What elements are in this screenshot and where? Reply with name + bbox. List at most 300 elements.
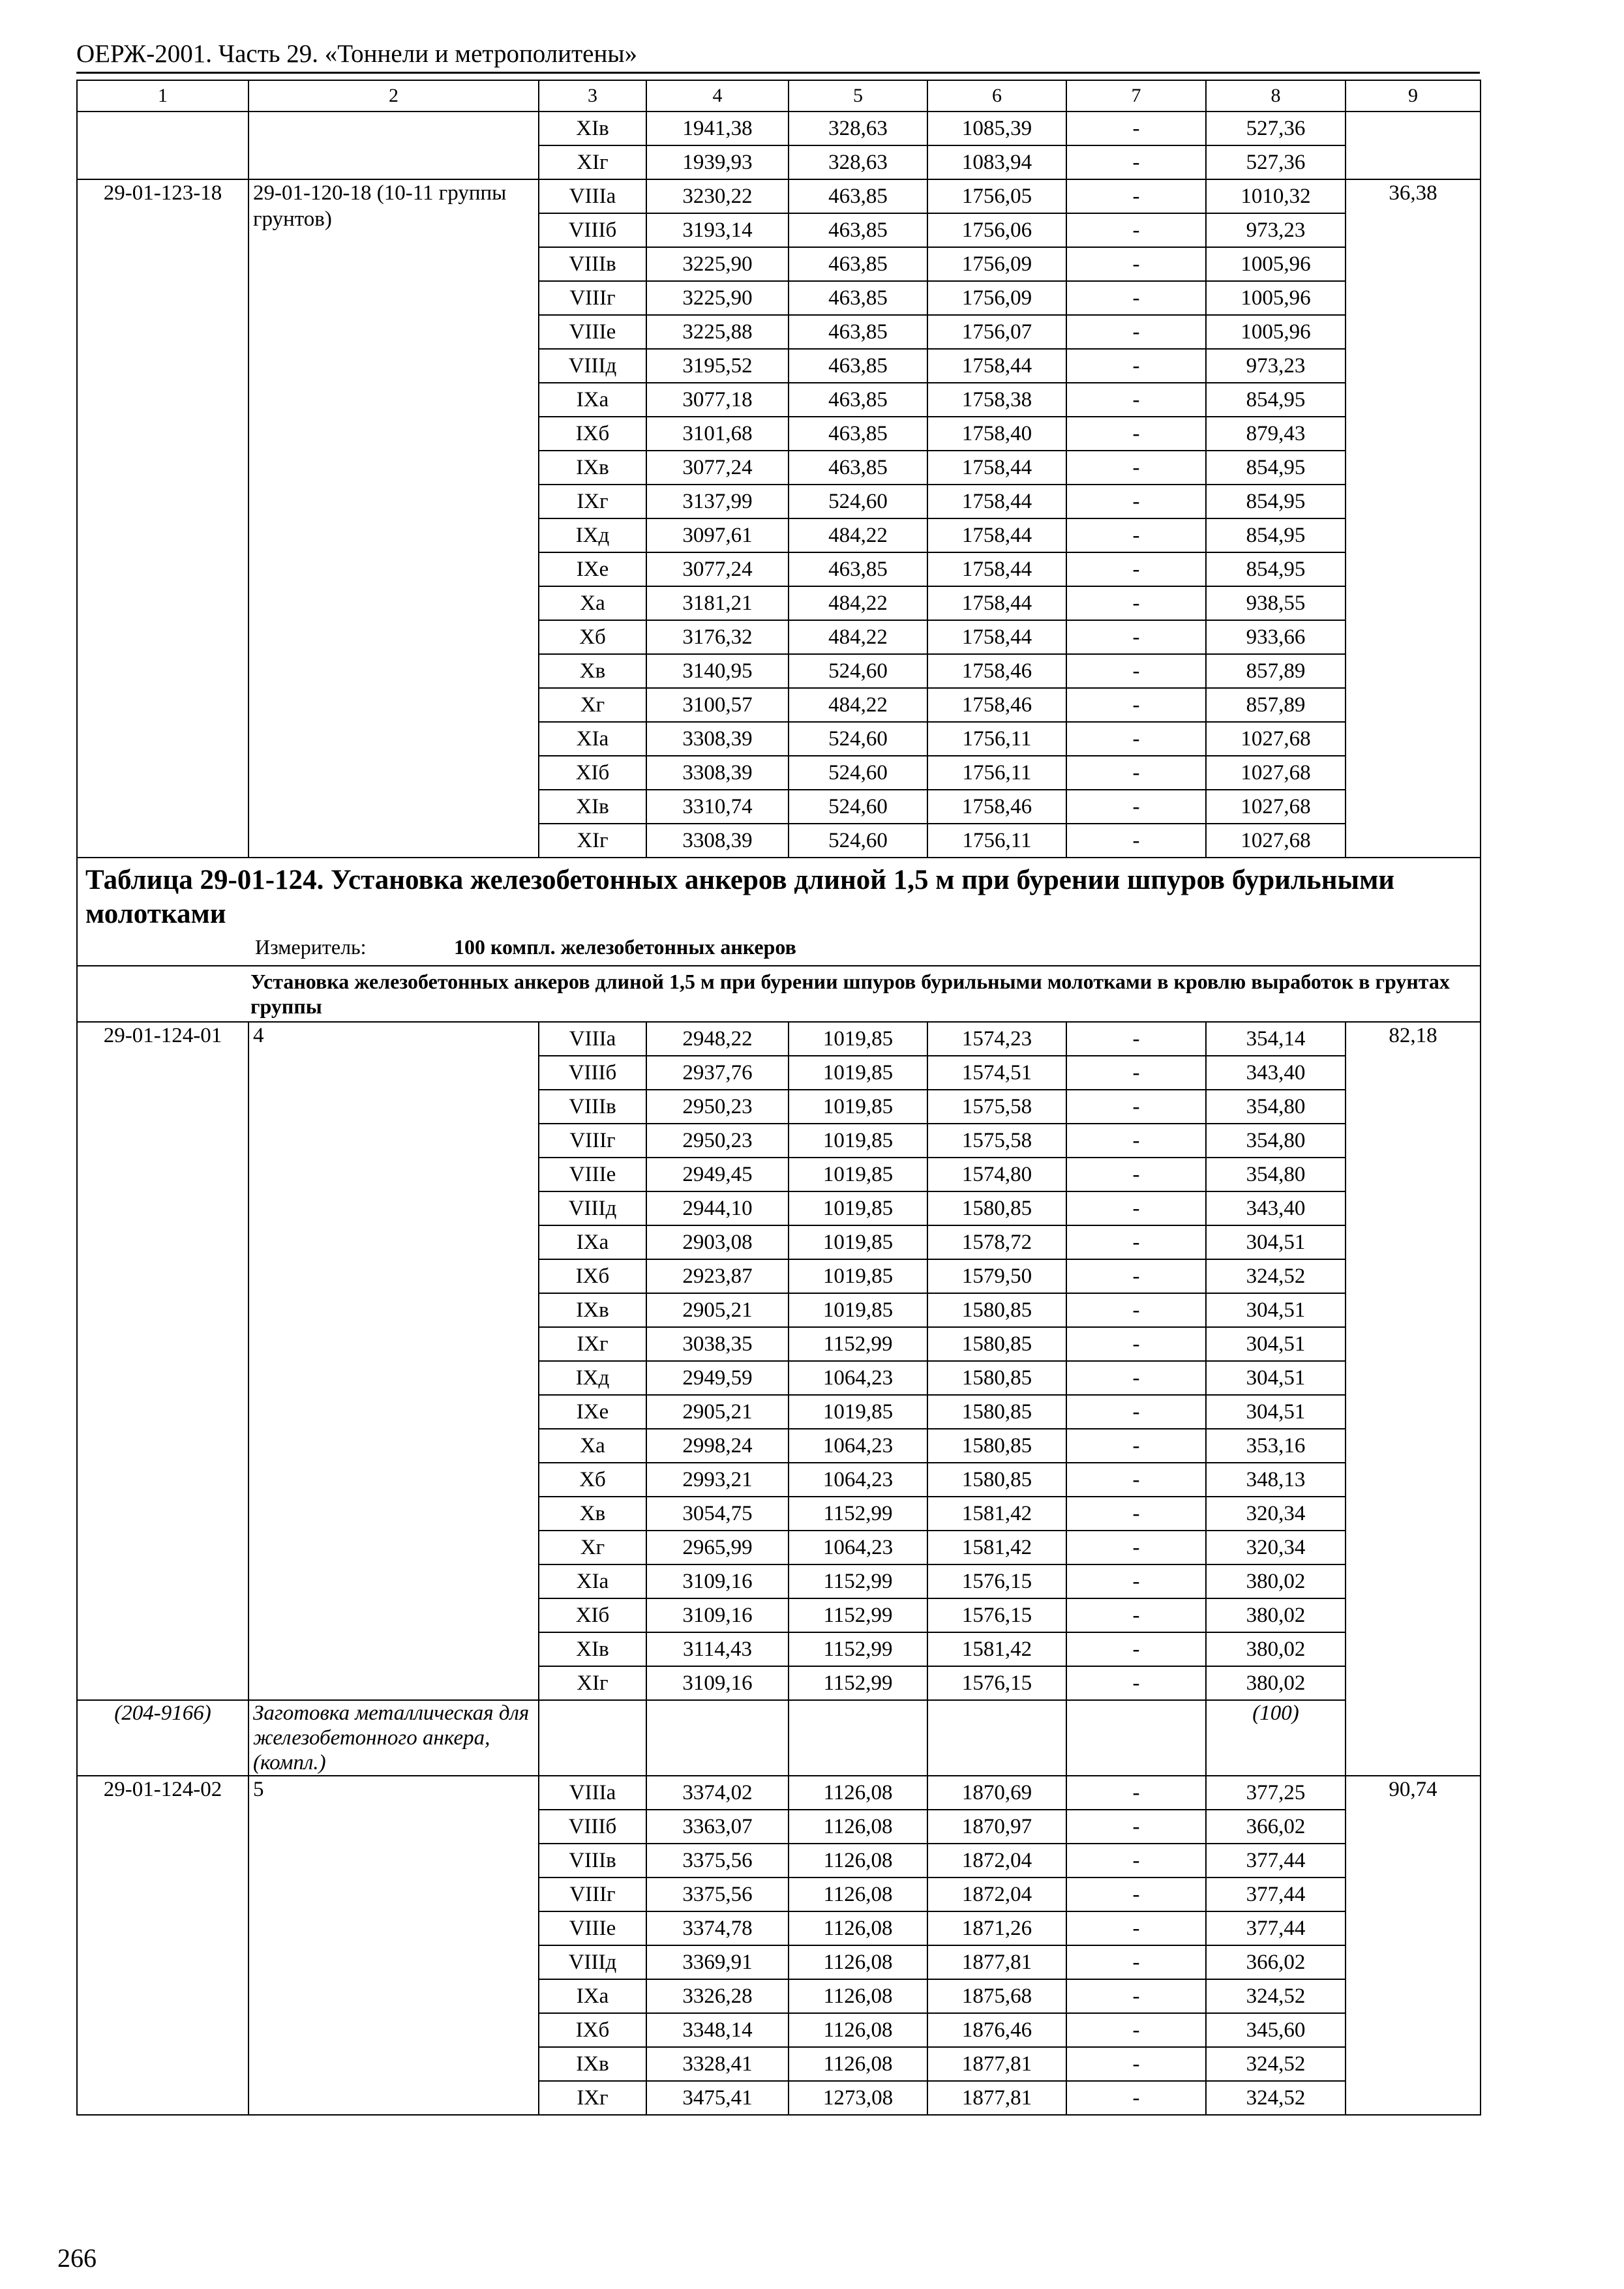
table-cell: 1126,08 (789, 1979, 927, 2013)
table-cell: - (1066, 1259, 1206, 1293)
table-cell: 1575,58 (927, 1090, 1066, 1124)
table-cell: IXб (539, 1259, 646, 1293)
table-cell: 304,51 (1206, 1361, 1346, 1395)
table-cell: - (1066, 552, 1206, 586)
table-cell: 1580,85 (927, 1361, 1066, 1395)
empty-cell (789, 1700, 927, 1776)
table-cell: 1126,08 (789, 1911, 927, 1945)
table-cell: - (1066, 1090, 1206, 1124)
table-cell: 1580,85 (927, 1429, 1066, 1463)
rate-description-cell (248, 112, 539, 179)
table-cell: 2949,59 (646, 1361, 789, 1395)
table-cell: 854,95 (1206, 518, 1346, 552)
material-note-row (77, 1700, 1481, 1776)
table-cell: 1027,68 (1206, 756, 1346, 790)
table-cell: 1126,08 (789, 2047, 927, 2081)
table-title-cell (77, 858, 1481, 966)
column-number: 2 (248, 80, 539, 112)
col9-cell (1346, 112, 1481, 179)
table-row (77, 1776, 1481, 1810)
table-cell: - (1066, 1395, 1206, 1429)
table-cell: 854,95 (1206, 485, 1346, 518)
table-cell: 1083,94 (927, 145, 1066, 179)
table-cell: 377,44 (1206, 1878, 1346, 1911)
table-cell: 854,95 (1206, 383, 1346, 417)
table-cell: 3363,07 (646, 1810, 789, 1844)
table-cell: IXб (539, 2013, 646, 2047)
table-cell: Xб (539, 1463, 646, 1497)
table-cell: 1152,99 (789, 1598, 927, 1632)
table-cell: VIIIв (539, 1844, 646, 1878)
rate-code-cell (77, 112, 248, 179)
table-cell: 857,89 (1206, 688, 1346, 722)
table-cell: - (1066, 1191, 1206, 1225)
measure-line (85, 934, 1472, 960)
material-code: (204-9166) (77, 1700, 248, 1776)
table-cell: - (1066, 1056, 1206, 1090)
table-cell: 463,85 (789, 383, 927, 417)
table-cell: 1756,09 (927, 281, 1066, 315)
table-cell: Xг (539, 688, 646, 722)
table-cell: 1574,51 (927, 1056, 1066, 1090)
table-cell: 1019,85 (789, 1395, 927, 1429)
table-cell: 1758,40 (927, 417, 1066, 451)
table-cell: 2903,08 (646, 1225, 789, 1259)
table-cell: - (1066, 824, 1206, 858)
column-number: 7 (1066, 80, 1206, 112)
table-cell: 1152,99 (789, 1327, 927, 1361)
table-cell: 1010,32 (1206, 179, 1346, 213)
table-cell: 1064,23 (789, 1429, 927, 1463)
rates-table (76, 80, 1481, 2116)
page-header: ОЕРЖ-2001. Часть 29. «Тоннели и метрополитены» (76, 40, 638, 68)
table-cell: 3475,41 (646, 2081, 789, 2115)
table-cell: 3225,88 (646, 315, 789, 349)
table-cell: 463,85 (789, 179, 927, 213)
table-cell: - (1066, 1531, 1206, 1564)
column-number: 5 (789, 80, 927, 112)
table-cell: XIв (539, 1632, 646, 1666)
table-cell: XIг (539, 1666, 646, 1700)
table-cell: 3308,39 (646, 824, 789, 858)
table-cell: 1579,50 (927, 1259, 1066, 1293)
table-cell: 973,23 (1206, 213, 1346, 247)
table-cell: - (1066, 112, 1206, 145)
column-number: 8 (1206, 80, 1346, 112)
table-cell: - (1066, 620, 1206, 654)
table-cell: 3195,52 (646, 349, 789, 383)
table-cell: - (1066, 1810, 1206, 1844)
table-cell: 1758,46 (927, 688, 1066, 722)
table-cell: 524,60 (789, 756, 927, 790)
table-cell: XIа (539, 722, 646, 756)
table-cell: 854,95 (1206, 552, 1346, 586)
rate-description-cell: 5 (248, 1776, 539, 2115)
table-cell: 1941,38 (646, 112, 789, 145)
table-cell: - (1066, 1327, 1206, 1361)
table-cell: - (1066, 1225, 1206, 1259)
table-cell: 345,60 (1206, 2013, 1346, 2047)
table-cell: - (1066, 417, 1206, 451)
table-cell: - (1066, 1158, 1206, 1191)
table-cell: - (1066, 485, 1206, 518)
table-cell: 3310,74 (646, 790, 789, 824)
table-cell: 328,63 (789, 112, 927, 145)
table-cell: 304,51 (1206, 1293, 1346, 1327)
table-cell: VIIIа (539, 1776, 646, 1810)
table-cell: VIIIг (539, 281, 646, 315)
table-cell: 1756,11 (927, 722, 1066, 756)
table-cell: 3225,90 (646, 281, 789, 315)
empty-cell (539, 1700, 646, 1776)
table-cell: - (1066, 790, 1206, 824)
table-cell: 1027,68 (1206, 722, 1346, 756)
table-cell: 463,85 (789, 247, 927, 281)
table-cell: 3077,18 (646, 383, 789, 417)
table-cell: 1758,44 (927, 349, 1066, 383)
table-cell: - (1066, 654, 1206, 688)
table-cell: VIIIг (539, 1878, 646, 1911)
table-cell: 3114,43 (646, 1632, 789, 1666)
table-cell: 354,80 (1206, 1124, 1346, 1158)
table-cell: 3374,02 (646, 1776, 789, 1810)
table-cell: 1580,85 (927, 1395, 1066, 1429)
table-title: Таблица 29-01-124. Установка железобетонных анкеров длиной 1,5 м при бурении шпуров бурильными молотками (85, 865, 1395, 929)
table-cell: 524,60 (789, 722, 927, 756)
table-cell: 1575,58 (927, 1124, 1066, 1158)
table-row (77, 1022, 1481, 1056)
table-cell: VIIIд (539, 1945, 646, 1979)
table-cell: 377,44 (1206, 1844, 1346, 1878)
table-cell: - (1066, 1293, 1206, 1327)
table-cell: 1580,85 (927, 1327, 1066, 1361)
column-number: 6 (927, 80, 1066, 112)
table-cell: 380,02 (1206, 1666, 1346, 1700)
table-cell: 2949,45 (646, 1158, 789, 1191)
table-cell: 1939,93 (646, 145, 789, 179)
table-cell: 1027,68 (1206, 790, 1346, 824)
table-cell: 1870,69 (927, 1776, 1066, 1810)
table-cell: 1581,42 (927, 1531, 1066, 1564)
table-cell: 1019,85 (789, 1022, 927, 1056)
table-cell: 1273,08 (789, 2081, 927, 2115)
table-cell: XIв (539, 112, 646, 145)
table-cell: 3375,56 (646, 1878, 789, 1911)
table-cell: 3193,14 (646, 213, 789, 247)
table-cell: 1574,23 (927, 1022, 1066, 1056)
table-cell: 3109,16 (646, 1564, 789, 1598)
table-cell: VIIIв (539, 247, 646, 281)
table-cell: IXд (539, 1361, 646, 1395)
table-cell: 354,80 (1206, 1090, 1346, 1124)
table-cell: 1126,08 (789, 1776, 927, 1810)
table-cell: - (1066, 1979, 1206, 2013)
table-cell: 1877,81 (927, 2047, 1066, 2081)
table-cell: 484,22 (789, 586, 927, 620)
table-cell: 320,34 (1206, 1497, 1346, 1531)
table-cell: 463,85 (789, 451, 927, 485)
table-cell: 1756,06 (927, 213, 1066, 247)
table-cell: - (1066, 1497, 1206, 1531)
table-cell: 1756,11 (927, 756, 1066, 790)
table-cell: VIIIв (539, 1090, 646, 1124)
table-cell: 3225,90 (646, 247, 789, 281)
table-subtitle: Установка железобетонных анкеров длиной 1,5 м при бурении шпуров бурильными молотками в кровлю выработок в грунтах группы (77, 966, 1481, 1022)
table-cell: VIIIа (539, 1022, 646, 1056)
table-cell: 3326,28 (646, 1979, 789, 2013)
table-cell: - (1066, 349, 1206, 383)
table-cell: 328,63 (789, 145, 927, 179)
table-cell: 354,14 (1206, 1022, 1346, 1056)
table-cell: - (1066, 2081, 1206, 2115)
table-cell: 1152,99 (789, 1632, 927, 1666)
table-cell: 1580,85 (927, 1463, 1066, 1497)
table-cell: VIIIб (539, 1810, 646, 1844)
table-cell: 3038,35 (646, 1327, 789, 1361)
table-cell: 1578,72 (927, 1225, 1066, 1259)
table-cell: 484,22 (789, 688, 927, 722)
table-cell: 1756,11 (927, 824, 1066, 858)
table-row (77, 112, 1481, 145)
table-cell: 524,60 (789, 790, 927, 824)
table-cell: 1576,15 (927, 1598, 1066, 1632)
table-cell: 377,44 (1206, 1911, 1346, 1945)
table-cell: 1019,85 (789, 1259, 927, 1293)
table-cell: - (1066, 1564, 1206, 1598)
table-cell: 973,23 (1206, 349, 1346, 383)
table-cell: - (1066, 2047, 1206, 2081)
table-cell: 1758,38 (927, 383, 1066, 417)
material-quantity: (100) (1206, 1700, 1346, 1776)
table-cell: 463,85 (789, 349, 927, 383)
table-cell: 1756,09 (927, 247, 1066, 281)
table-cell: XIа (539, 1564, 646, 1598)
table-cell: IXе (539, 1395, 646, 1429)
table-cell: 366,02 (1206, 1810, 1346, 1844)
table-cell: 933,66 (1206, 620, 1346, 654)
table-cell: 1064,23 (789, 1531, 927, 1564)
table-cell: - (1066, 1463, 1206, 1497)
table-cell: 324,52 (1206, 2047, 1346, 2081)
table-cell: 1027,68 (1206, 824, 1346, 858)
table-cell: IXа (539, 1225, 646, 1259)
column-number: 4 (646, 80, 789, 112)
table-cell: 879,43 (1206, 417, 1346, 451)
table-cell: 1758,44 (927, 620, 1066, 654)
table-cell: - (1066, 451, 1206, 485)
column-number: 9 (1346, 80, 1481, 112)
table-cell: - (1066, 1022, 1206, 1056)
table-cell: 343,40 (1206, 1191, 1346, 1225)
table-cell: IXг (539, 2081, 646, 2115)
table-cell: 3230,22 (646, 179, 789, 213)
table-cell: 2950,23 (646, 1090, 789, 1124)
table-cell: 1126,08 (789, 1878, 927, 1911)
table-cell: 304,51 (1206, 1395, 1346, 1429)
table-cell: - (1066, 247, 1206, 281)
table-cell: - (1066, 383, 1206, 417)
table-cell: 1126,08 (789, 1945, 927, 1979)
table-cell: 1580,85 (927, 1293, 1066, 1327)
table-cell: 1005,96 (1206, 247, 1346, 281)
table-cell: 1574,80 (927, 1158, 1066, 1191)
table-cell: 380,02 (1206, 1598, 1346, 1632)
table-cell: 1019,85 (789, 1191, 927, 1225)
table-cell: - (1066, 1598, 1206, 1632)
table-cell: XIб (539, 756, 646, 790)
table-cell: 3374,78 (646, 1911, 789, 1945)
table-cell: - (1066, 1776, 1206, 1810)
table-cell: 1019,85 (789, 1090, 927, 1124)
table-cell: - (1066, 281, 1206, 315)
table-cell: - (1066, 1878, 1206, 1911)
table-cell: 463,85 (789, 552, 927, 586)
table-cell: 324,52 (1206, 2081, 1346, 2115)
table-cell: - (1066, 1666, 1206, 1700)
table-cell: 1019,85 (789, 1225, 927, 1259)
table-cell: 463,85 (789, 213, 927, 247)
table-cell: Xа (539, 1429, 646, 1463)
table-cell: 377,25 (1206, 1776, 1346, 1810)
table-cell: 3140,95 (646, 654, 789, 688)
material-description: Заготовка металлическая для железобетонного анкера, (компл.) (248, 1700, 539, 1776)
table-cell: 1152,99 (789, 1666, 927, 1700)
table-cell: 1758,44 (927, 552, 1066, 586)
table-cell: 348,13 (1206, 1463, 1346, 1497)
table-cell: 1758,44 (927, 586, 1066, 620)
table-cell: 1126,08 (789, 2013, 927, 2047)
table-cell: - (1066, 213, 1206, 247)
table-cell: 1758,44 (927, 518, 1066, 552)
table-cell: 1126,08 (789, 1810, 927, 1844)
table-cell: - (1066, 1124, 1206, 1158)
table-cell: - (1066, 518, 1206, 552)
table-cell: VIIIе (539, 1158, 646, 1191)
table-cell: 524,60 (789, 485, 927, 518)
table-cell: VIIIе (539, 315, 646, 349)
table-cell: 1152,99 (789, 1497, 927, 1531)
table-cell: VIIIе (539, 1911, 646, 1945)
table-cell: IXв (539, 2047, 646, 2081)
col9-cell: 82,18 (1346, 1022, 1481, 1776)
empty-cell (646, 1700, 789, 1776)
table-cell: Xа (539, 586, 646, 620)
table-cell: - (1066, 722, 1206, 756)
table-cell: VIIIд (539, 349, 646, 383)
column-number: 1 (77, 80, 248, 112)
table-cell: - (1066, 1844, 1206, 1878)
table-cell: 1085,39 (927, 112, 1066, 145)
table-cell: IXе (539, 552, 646, 586)
table-cell: - (1066, 1429, 1206, 1463)
table-cell: 1758,46 (927, 790, 1066, 824)
table-cell: 484,22 (789, 518, 927, 552)
table-cell: 324,52 (1206, 1259, 1346, 1293)
table-cell: IXв (539, 451, 646, 485)
empty-cell (1066, 1700, 1206, 1776)
empty-cell (927, 1700, 1066, 1776)
table-cell: 1581,42 (927, 1497, 1066, 1531)
table-cell: 2950,23 (646, 1124, 789, 1158)
table-cell: - (1066, 688, 1206, 722)
column-number-row (77, 80, 1481, 112)
table-cell: 3077,24 (646, 451, 789, 485)
table-cell: 1872,04 (927, 1878, 1066, 1911)
table-cell: 524,60 (789, 654, 927, 688)
table-cell: 2993,21 (646, 1463, 789, 1497)
table-cell: 3308,39 (646, 756, 789, 790)
table-cell: IXа (539, 1979, 646, 2013)
table-cell: IXд (539, 518, 646, 552)
table-cell: 938,55 (1206, 586, 1346, 620)
table-cell: XIб (539, 1598, 646, 1632)
table-cell: - (1066, 315, 1206, 349)
table-cell: IXг (539, 485, 646, 518)
table-cell: 1064,23 (789, 1361, 927, 1395)
subtitle-row (77, 966, 1481, 1022)
table-cell: 3328,41 (646, 2047, 789, 2081)
table-cell: - (1066, 1632, 1206, 1666)
rate-description-cell: 4 (248, 1022, 539, 1700)
table-cell: 1758,44 (927, 451, 1066, 485)
table-cell: 484,22 (789, 620, 927, 654)
table-cell: 1875,68 (927, 1979, 1066, 2013)
table-cell: - (1066, 1945, 1206, 1979)
table-cell: 1758,44 (927, 485, 1066, 518)
table-cell: 1019,85 (789, 1124, 927, 1158)
table-cell: 1005,96 (1206, 281, 1346, 315)
table-cell: 3101,68 (646, 417, 789, 451)
table-cell: 1576,15 (927, 1666, 1066, 1700)
table-row (77, 179, 1481, 213)
table-cell: 3369,91 (646, 1945, 789, 1979)
table-cell: 324,52 (1206, 1979, 1346, 2013)
rate-code-cell: 29-01-124-02 (77, 1776, 248, 2115)
table-cell: 3348,14 (646, 2013, 789, 2047)
table-cell: 2948,22 (646, 1022, 789, 1056)
table-cell: 1876,46 (927, 2013, 1066, 2047)
table-cell: - (1066, 179, 1206, 213)
table-cell: VIIIб (539, 1056, 646, 1090)
table-cell: 1877,81 (927, 2081, 1066, 2115)
table-cell: 3109,16 (646, 1666, 789, 1700)
table-cell: XIг (539, 145, 646, 179)
table-cell: IXг (539, 1327, 646, 1361)
table-cell: 527,36 (1206, 145, 1346, 179)
table-cell: 3308,39 (646, 722, 789, 756)
table-cell: - (1066, 1361, 1206, 1395)
table-cell: 354,80 (1206, 1158, 1346, 1191)
table-cell: 2905,21 (646, 1293, 789, 1327)
table-cell: 3054,75 (646, 1497, 789, 1531)
table-cell: 1758,46 (927, 654, 1066, 688)
table-cell: 1576,15 (927, 1564, 1066, 1598)
col9-cell: 90,74 (1346, 1776, 1481, 2115)
table-cell: - (1066, 145, 1206, 179)
table-cell: 857,89 (1206, 654, 1346, 688)
table-cell: IXб (539, 417, 646, 451)
table-cell: 2965,99 (646, 1531, 789, 1564)
table-cell: 1870,97 (927, 1810, 1066, 1844)
table-cell: 1152,99 (789, 1564, 927, 1598)
measure-value: 100 компл. железобетонных анкеров (454, 935, 796, 959)
table-cell: 524,60 (789, 824, 927, 858)
page-number: 266 (57, 2243, 97, 2273)
column-number: 3 (539, 80, 646, 112)
table-title-row (77, 858, 1481, 966)
table-cell: VIIIб (539, 213, 646, 247)
rate-description-cell: 29-01-120-18 (10-11 группы грунтов) (248, 179, 539, 858)
